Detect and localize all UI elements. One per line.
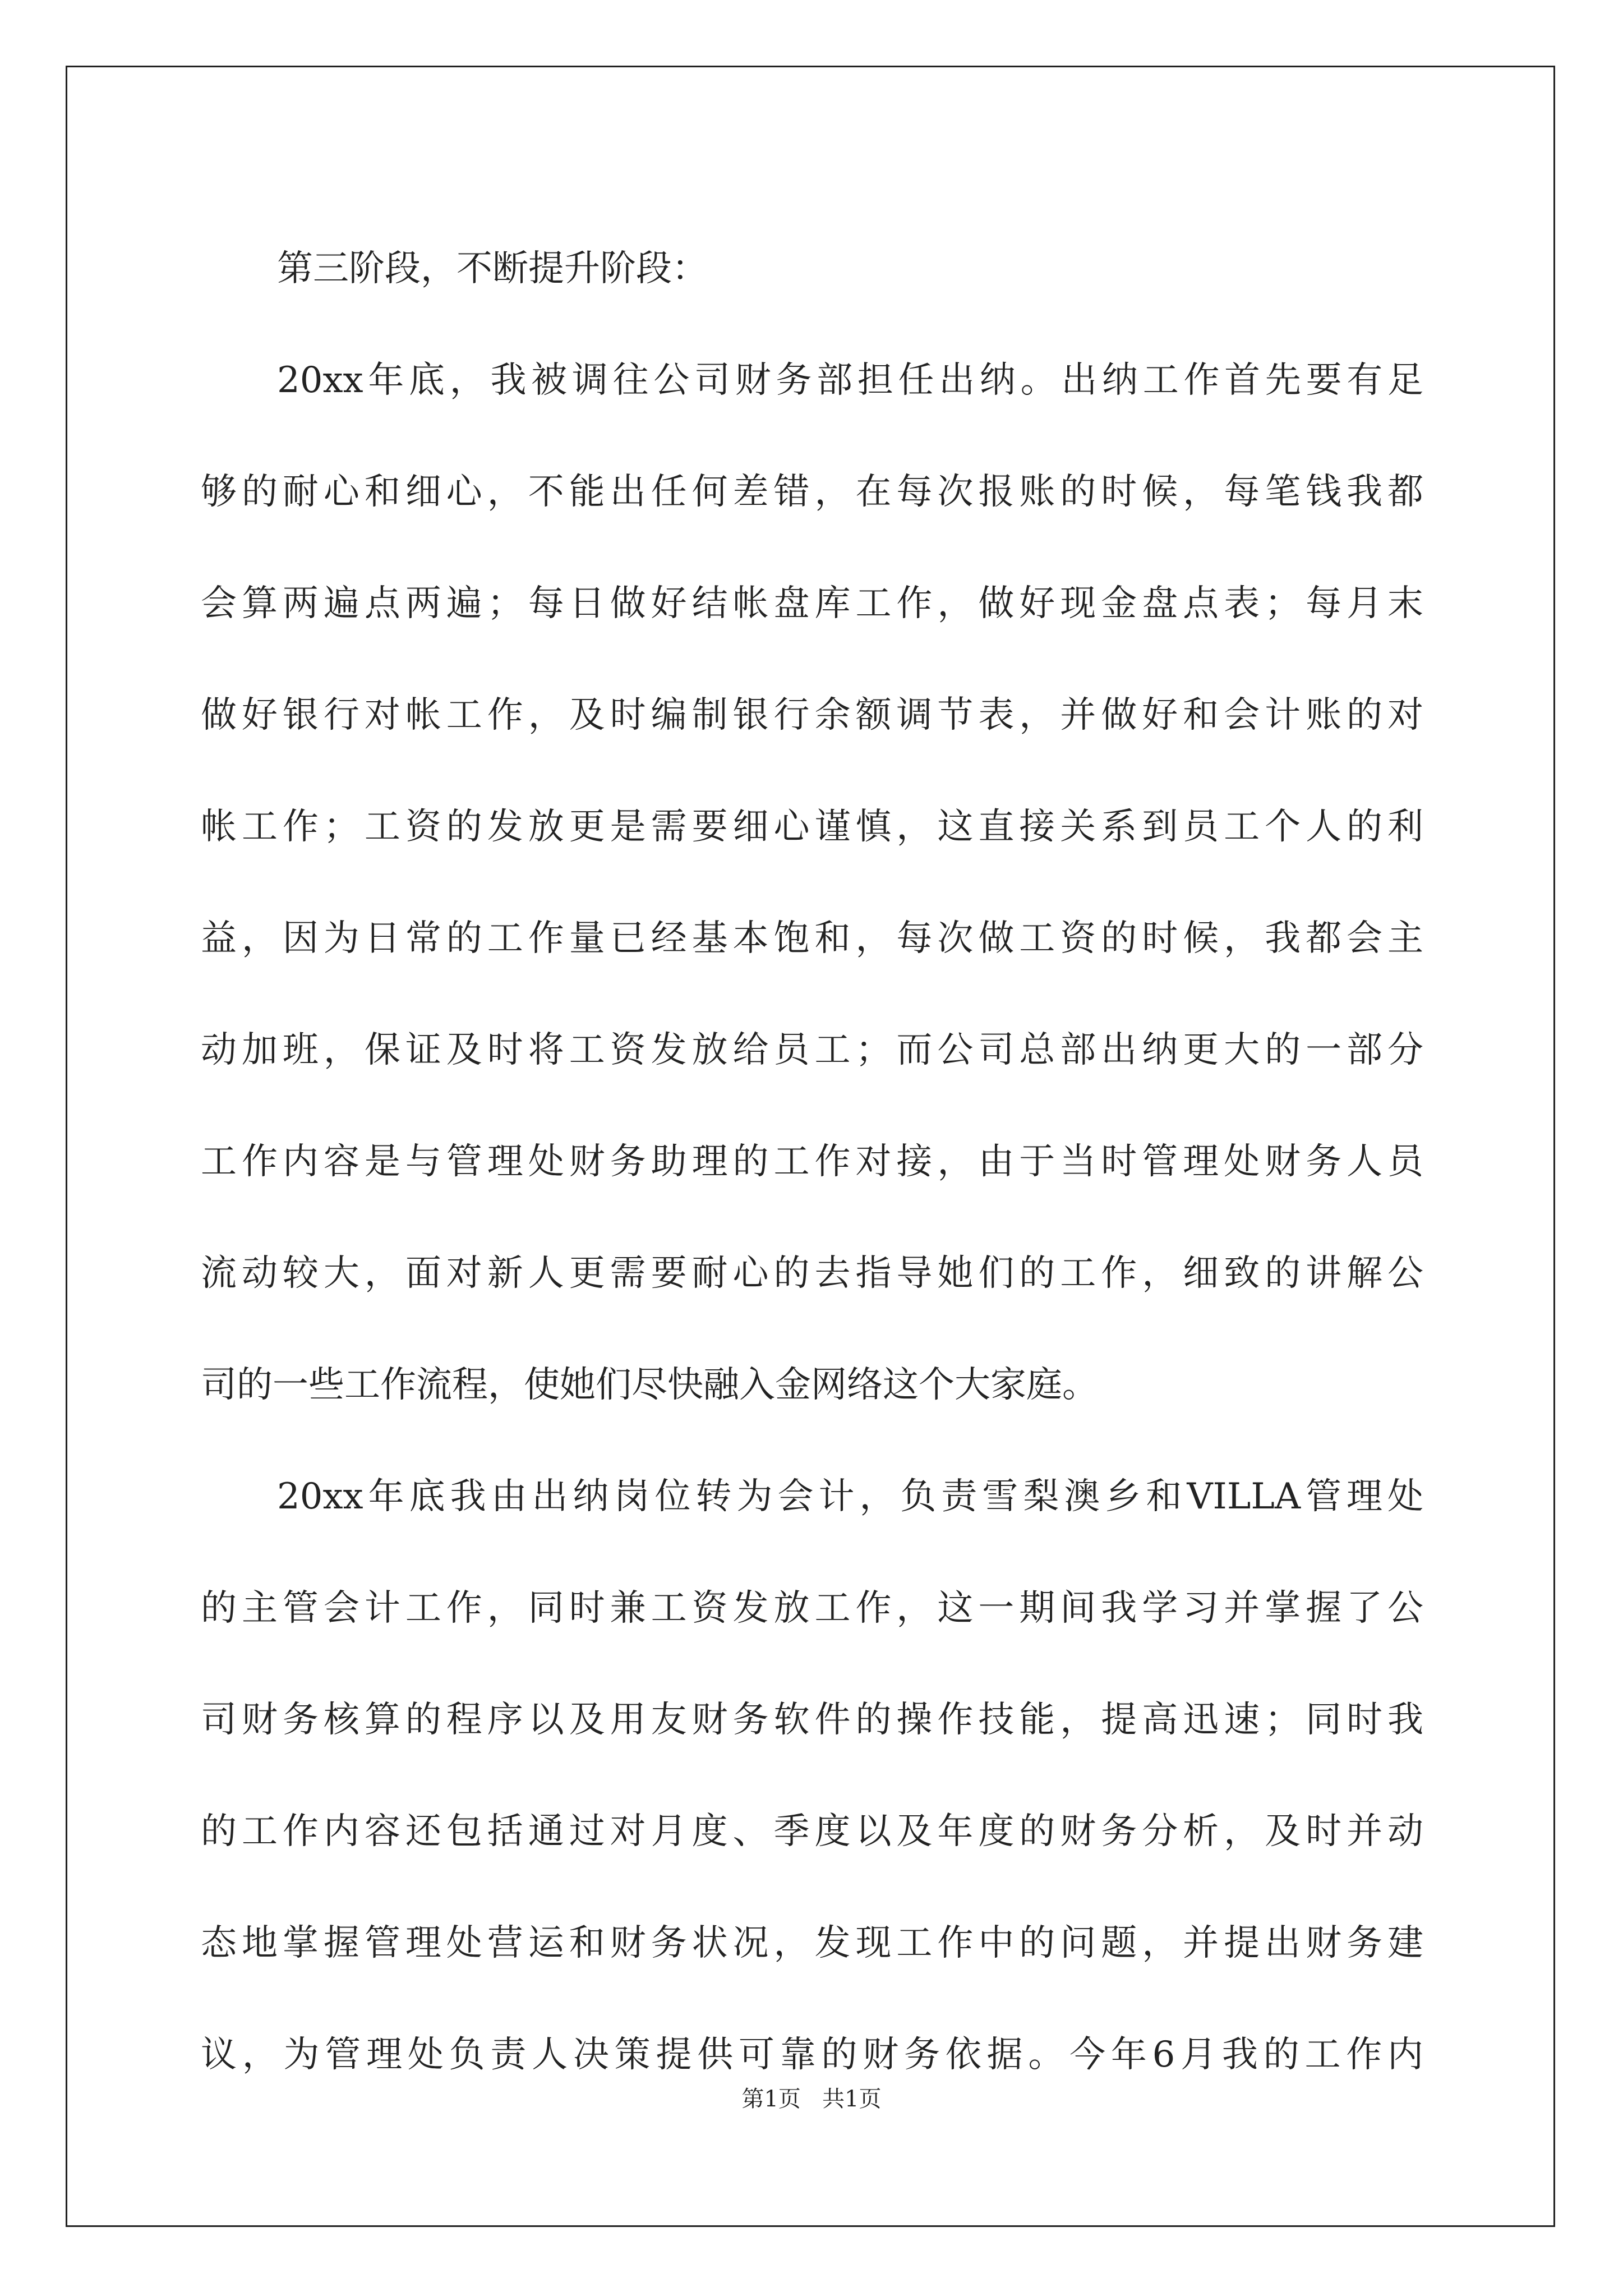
paragraph-line: 益，因为日常的工作量已经基本饱和，每次做工资的时候，我都会主	[201, 918, 1423, 959]
paragraph-line: 够的耐心和细心，不能出任何差错，在每次报账的时候，每笔钱我都	[201, 471, 1423, 513]
paragraph-line: 20xx年底我由出纳岗位转为会计，负责雪梨澳乡和VILLA管理处	[277, 1476, 1423, 1517]
paragraph-line: 做好银行对帐工作，及时编制银行余额调节表，并做好和会计账的对	[201, 694, 1423, 736]
paragraph-line: 流动较大，面对新人更需要耐心的去指导她们的工作，细致的讲解公	[201, 1253, 1423, 1294]
paragraph-line: 的主管会计工作，同时兼工资发放工作，这一期间我学习并掌握了公	[201, 1588, 1423, 1629]
document-body	[201, 213, 1423, 2111]
paragraph-line: 20xx年底，我被调往公司财务部担任出纳。出纳工作首先要有足	[277, 360, 1423, 401]
paragraph-line: 议，为管理处负责人决策提供可靠的财务依据。今年6月我的工作内	[201, 2034, 1423, 2076]
paragraph-line: 司的一些工作流程，使她们尽快融入金网络这个大家庭。	[201, 1364, 1098, 1406]
paragraph-line: 的工作内容还包括通过对月度、季度以及年度的财务分析，及时并动	[201, 1811, 1423, 1852]
heading-line: 第三阶段，不断提升阶段：	[277, 248, 708, 289]
page-footer: 第1页 共1页	[741, 2086, 882, 2112]
paragraph-line: 态地掌握管理处营运和财务状况，发现工作中的问题，并提出财务建	[201, 1922, 1423, 1964]
paragraph-line: 司财务核算的程序以及用友财务软件的操作技能，提高迅速；同时我	[201, 1699, 1423, 1741]
paragraph-line: 帐工作；工资的发放更是需要细心谨慎，这直接关系到员工个人的利	[201, 806, 1423, 848]
paragraph-line: 工作内容是与管理处财务助理的工作对接，由于当时管理处财务人员	[201, 1141, 1423, 1182]
paragraph-line: 动加班，保证及时将工资发放给员工；而公司总部出纳更大的一部分	[201, 1029, 1423, 1071]
paragraph-line: 会算两遍点两遍；每日做好结帐盘库工作，做好现金盘点表；每月末	[201, 583, 1423, 624]
